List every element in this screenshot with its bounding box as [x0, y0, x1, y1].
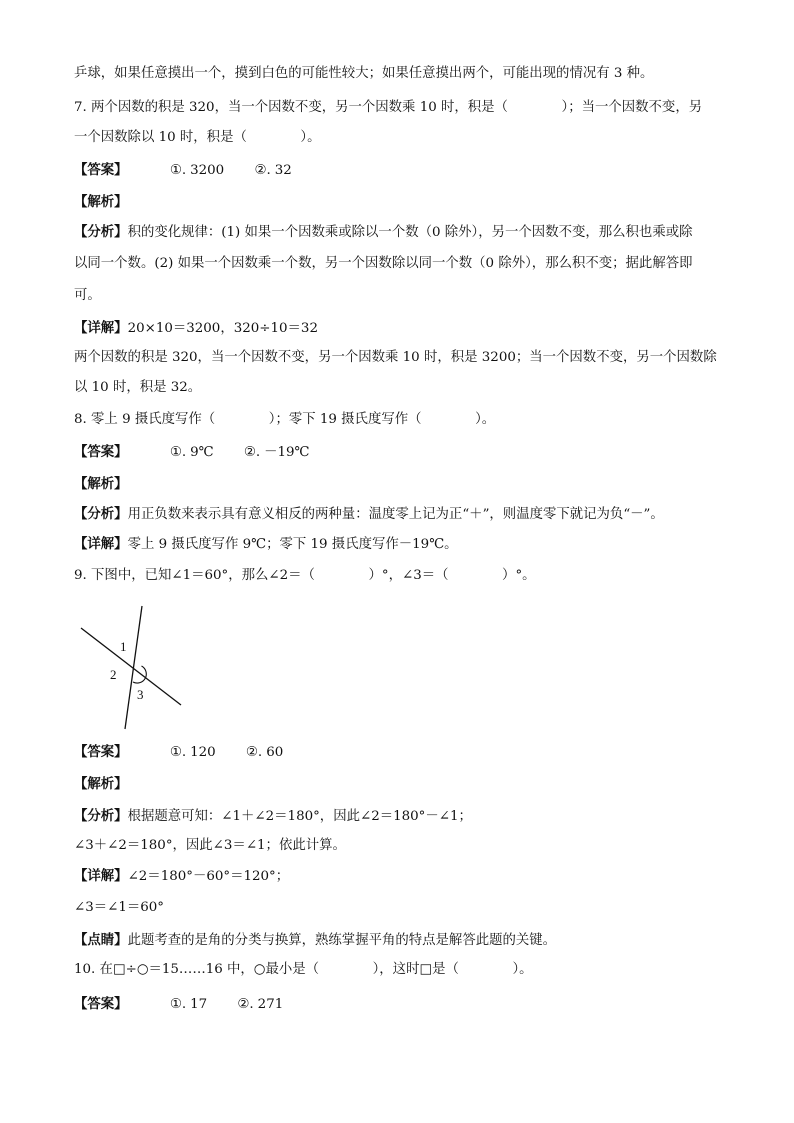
q9-analysis-label: 【解析】 [74, 776, 128, 792]
xiangjie-label: 【详解】 [74, 536, 128, 552]
answer-label: 【答案】 [74, 996, 128, 1012]
q9-xiangjie-line-2: ∠3＝∠1＝60° [74, 900, 164, 915]
answer-label: 【答案】 [74, 744, 128, 760]
xiangjie-label: 【详解】 [74, 868, 128, 884]
q9-xiangjie-line-1: 【详解】∠2＝180°－60°＝120°； [74, 868, 290, 884]
q7-question-line-1: 7. 两个因数的积是 320，当一个因数不变，另一个因数乘 10 时，积是（ ）；当一个因数不变，另 [74, 100, 703, 115]
angle-figure [78, 604, 188, 734]
q7-answer-1: ①. 3200 [169, 163, 225, 178]
q10-answer-1: ①. 17 [169, 997, 208, 1012]
q9-fenxi-line-1: 【分析】根据题意可知：∠1＋∠2＝180°，因此∠2＝180°－∠1； [74, 808, 472, 824]
q9-answer-1: ①. 120 [169, 745, 216, 760]
line-b [125, 606, 142, 729]
q7-fenxi-line-2: 以同一个数。(2) 如果一个因数乘一个数，另一个因数除以同一个数（0 除外），那么积不变；据此解答即 [74, 256, 693, 271]
angle-label-1: 1 [120, 639, 127, 654]
q9-dianjing-line: 【点睛】此题考查的是角的分类与换算，熟练掌握平角的特点是解答此题的关键。 [74, 932, 557, 948]
q7-answer-2: ②. 32 [254, 163, 292, 178]
q10-question-line: 10. 在□÷○＝15……16 中，○最小是（ ），这时□是（ ）。 [74, 962, 533, 977]
q10-answer-2: ②. 271 [237, 997, 284, 1012]
q9-question-line: 9. 下图中，已知∠1＝60°，那么∠2＝（ ）°，∠3＝（ ）°。 [74, 568, 536, 583]
fenxi-label: 【分析】 [74, 506, 128, 522]
q8-analysis-label: 【解析】 [74, 476, 128, 492]
answer-label: 【答案】 [74, 444, 128, 460]
fenxi-label: 【分析】 [74, 224, 128, 240]
q9-answer-2: ②. 60 [245, 745, 284, 760]
dianjing-label: 【点睛】 [74, 932, 128, 948]
intersecting-lines-diagram [78, 604, 188, 734]
q7-detail-line-1: 两个因数的积是 320，当一个因数不变，另一个因数乘 10 时，积是 3200；当一个因数不变，另一个因数除 [74, 350, 717, 365]
answer-label: 【答案】 [74, 162, 128, 178]
q7-xiangjie-line: 【详解】20×10＝3200，320÷10＝32 [74, 320, 318, 336]
line-a [81, 628, 181, 705]
q7-analysis-label: 【解析】 [74, 194, 128, 210]
q8-answer-2: ②. －19℃ [243, 445, 310, 460]
angle-arc [133, 666, 146, 683]
xiangjie-label: 【详解】 [74, 320, 128, 336]
intro-line: 乒球，如果任意摸出一个，摸到白色的可能性较大；如果任意摸出两个，可能出现的情况有 3 种。 [74, 66, 654, 81]
angle-label-3: 3 [137, 687, 144, 702]
q9-answer-row [74, 742, 283, 763]
q10-answer-row [74, 994, 283, 1015]
q7-fenxi-line-3: 可。 [74, 288, 101, 303]
q7-answer-row [74, 160, 292, 181]
q8-answer-row [74, 442, 310, 463]
q8-question-line: 8. 零上 9 摄氏度写作（ ）；零下 19 摄氏度写作（ ）。 [74, 412, 496, 427]
q9-fenxi-line-2: ∠3＋∠2＝180°，因此∠3＝∠1；依此计算。 [74, 838, 346, 853]
q7-detail-line-2: 以 10 时，积是 32。 [74, 380, 202, 395]
q8-answer-1: ①. 9℃ [169, 445, 214, 460]
q8-xiangjie-line: 【详解】零上 9 摄氏度写作 9℃；零下 19 摄氏度写作－19℃。 [74, 536, 458, 552]
angle-label-2: 2 [110, 667, 117, 682]
fenxi-label: 【分析】 [74, 808, 128, 824]
q7-question-line-2: 一个因数除以 10 时，积是（ ）。 [74, 130, 321, 145]
q8-fenxi-line: 【分析】用正负数来表示具有意义相反的两种量：温度零上记为正“＋”，则温度零下就记为负“－”。 [74, 506, 664, 522]
q7-fenxi-line-1: 【分析】积的变化规律：(1) 如果一个因数乘或除以一个数（0 除外），另一个因数不变，那么积也乘或除 [74, 224, 693, 240]
